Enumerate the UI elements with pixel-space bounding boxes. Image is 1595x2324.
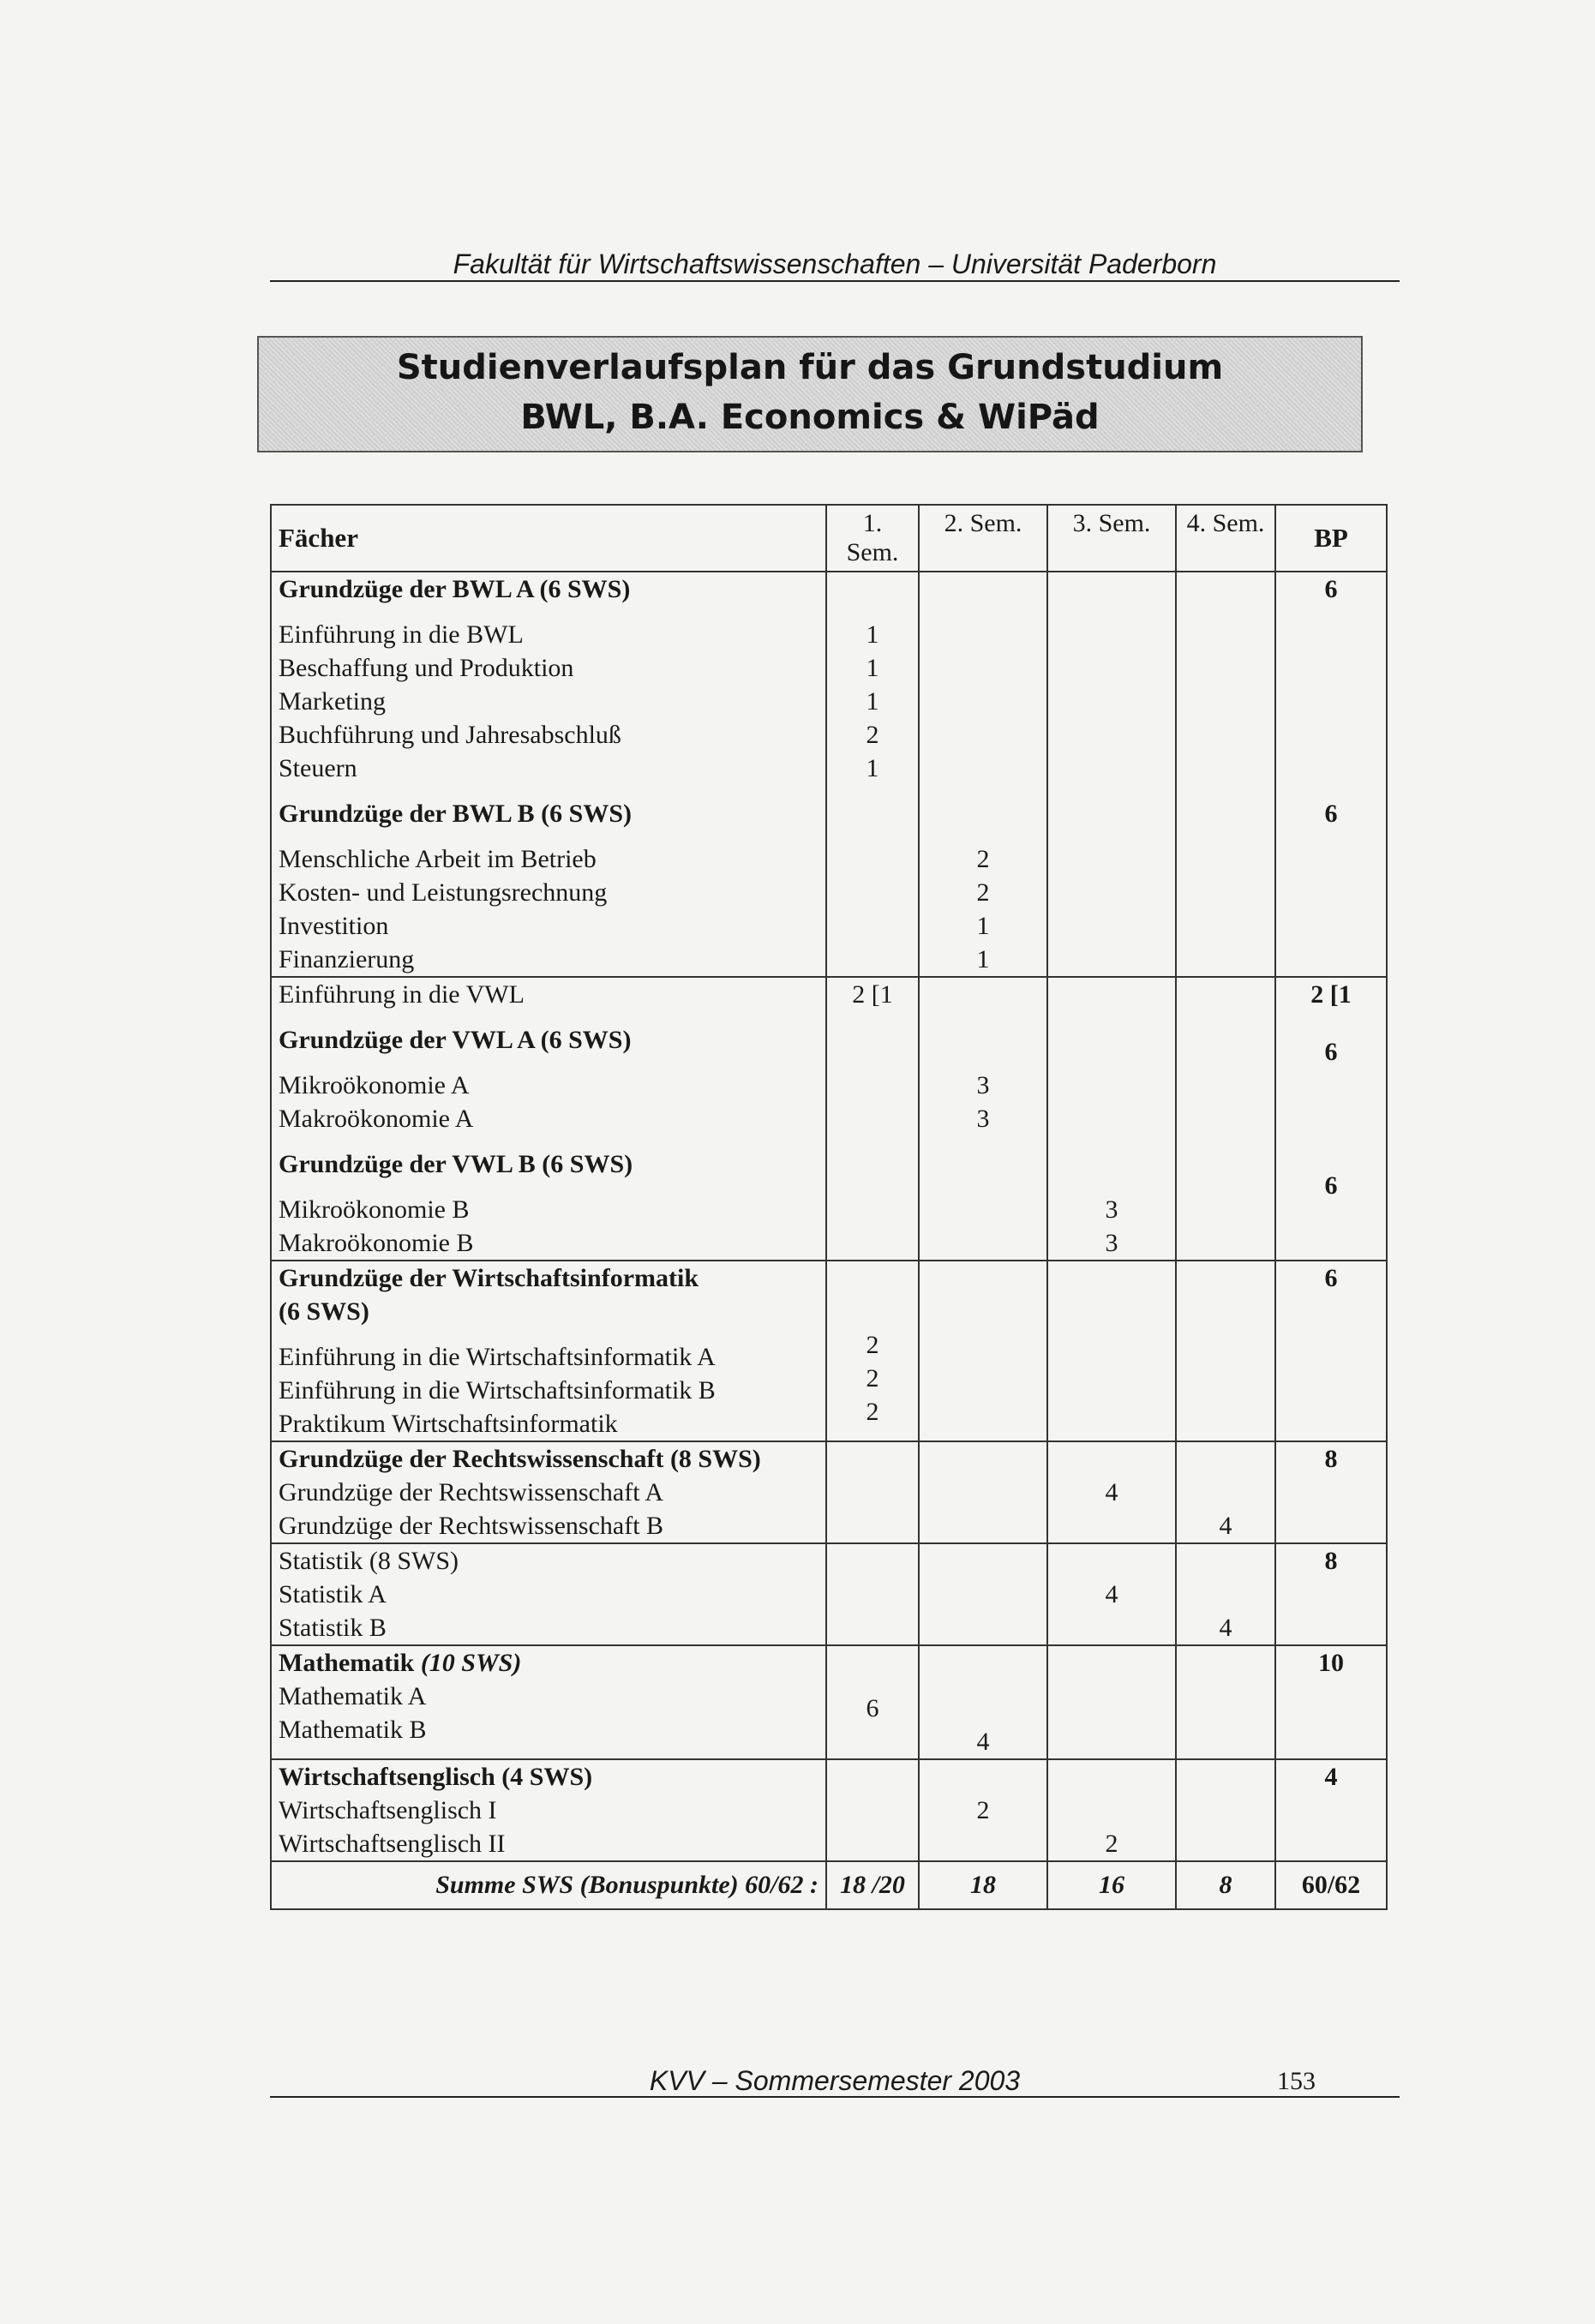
block-englisch [271, 1759, 1387, 1861]
col-bp: BP [1275, 505, 1387, 572]
sem2-cell [919, 1645, 1047, 1759]
block-subjects [271, 1543, 826, 1645]
block-heading: Grundzüge der BWL A (6 SWS) [279, 575, 631, 603]
sws-value: 2 [866, 1398, 879, 1426]
bp-cell [1275, 572, 1387, 977]
sws-value: 3 [1105, 1195, 1118, 1224]
list-item: Kosten- und Leistungsrechnung [279, 878, 608, 907]
sem2-cell [919, 977, 1047, 1261]
list-item: Statistik A [279, 1580, 387, 1608]
block-subjects [271, 1261, 826, 1441]
list-item: Grundzüge der Rechtswissenschaft B [279, 1512, 664, 1540]
col-sem2: 2. Sem. [919, 505, 1047, 572]
header-rule [270, 280, 1400, 282]
block-heading: (6 SWS) [279, 1297, 369, 1326]
col-sem1: 1. Sem. [826, 505, 919, 572]
block-heading: Wirtschaftsenglisch (4 SWS) [279, 1763, 593, 1791]
list-item: Marketing [279, 687, 386, 716]
sum-bp: 60/62 [1275, 1861, 1387, 1909]
bp-value: 10 [1318, 1649, 1344, 1677]
bp-cell [1275, 1645, 1387, 1759]
sem4-cell [1176, 1759, 1275, 1861]
bp-value: 2 [1 [1310, 980, 1352, 1009]
sem1-cell [826, 1645, 919, 1759]
bp-cell [1275, 1441, 1387, 1543]
sem2-cell [919, 572, 1047, 977]
sws-value: 1 [866, 654, 879, 682]
sem4-cell [1176, 572, 1275, 977]
sws-value: 2 [976, 1796, 990, 1824]
sws-value: 1 [976, 912, 990, 940]
header-row [271, 505, 1387, 572]
block-subjects [271, 572, 826, 977]
sem3-cell [1047, 1441, 1176, 1543]
sws-value: 2 [1 [852, 980, 893, 1009]
sem1-cell [826, 977, 919, 1261]
curriculum-table [270, 504, 1388, 1910]
sws-value: 1 [866, 687, 879, 716]
page-header: Fakultät für Wirtschaftswissenschaften – Universität Paderborn [453, 249, 1217, 279]
sum-sem3: 16 [1047, 1861, 1176, 1909]
block-wi [271, 1261, 1387, 1441]
sws-value: 2 [1105, 1830, 1118, 1858]
list-item: Einführung in die Wirtschaftsinformatik A [279, 1343, 716, 1371]
list-item: Mikroökonomie B [279, 1195, 470, 1224]
list-item: Mikroökonomie A [279, 1071, 470, 1099]
sws-value: 1 [976, 945, 990, 973]
list-item: Praktikum Wirtschaftsinformatik [279, 1410, 618, 1438]
block-subjects [271, 1441, 826, 1543]
title-box [257, 336, 1363, 452]
list-item: Makroökonomie B [279, 1229, 474, 1257]
sws-value: 1 [866, 754, 879, 782]
bp-value: 8 [1324, 1547, 1338, 1575]
bp-value: 6 [1324, 1038, 1338, 1066]
list-item: Einführung in die VWL [279, 980, 525, 1009]
sem3-cell [1047, 1645, 1176, 1759]
sum-sem4: 8 [1176, 1861, 1275, 1909]
list-item: Mathematik A [279, 1682, 427, 1710]
bp-value: 6 [1324, 800, 1338, 828]
bp-cell [1275, 977, 1387, 1261]
sws-value: 6 [866, 1694, 879, 1722]
col-subjects: Fächer [271, 505, 826, 572]
list-item: Einführung in die BWL [279, 620, 524, 649]
block-heading: Grundzüge der Rechtswissenschaft (8 SWS) [279, 1445, 761, 1473]
block-heading: Grundzüge der Wirtschaftsinformatik [279, 1264, 699, 1292]
block-heading: Grundzüge der BWL B (6 SWS) [279, 800, 633, 828]
sws-value: 1 [866, 620, 879, 649]
block-heading-sws: (10 SWS) [420, 1649, 522, 1677]
list-item: Einführung in die Wirtschaftsinformatik B [279, 1376, 716, 1405]
sws-value: 2 [976, 845, 990, 873]
sem4-cell [1176, 1645, 1275, 1759]
list-item: Investition [279, 912, 389, 940]
title-line-2: BWL, B.A. Economics & WiPäd [520, 398, 1100, 437]
sws-value: 4 [976, 1728, 990, 1756]
sws-value: 2 [866, 721, 879, 749]
sem1-cell [826, 1543, 919, 1645]
title-line-1: Studienverlaufsplan für das Grundstudium [396, 348, 1224, 387]
list-item: Mathematik B [279, 1716, 427, 1744]
sws-value: 2 [976, 878, 990, 907]
sum-row [271, 1861, 1387, 1909]
sem4-cell [1176, 1543, 1275, 1645]
sem3-cell [1047, 1261, 1176, 1441]
block-mathematik [271, 1645, 1387, 1759]
block-subjects [271, 1645, 826, 1759]
list-item: Finanzierung [279, 945, 415, 973]
sem2-cell [919, 1261, 1047, 1441]
list-item: Steuern [279, 754, 357, 782]
block-subjects [271, 977, 826, 1261]
sum-label: Summe SWS (Bonuspunkte) 60/62 : [271, 1861, 826, 1909]
sem1-cell [826, 1441, 919, 1543]
sws-value: 4 [1219, 1614, 1232, 1642]
footer-rule [270, 2096, 1400, 2098]
block-heading: Statistik (8 SWS) [279, 1547, 459, 1575]
block-vwl [271, 977, 1387, 1261]
bp-value: 4 [1324, 1763, 1338, 1791]
sem1-cell [826, 1759, 919, 1861]
block-heading: Grundzüge der VWL B (6 SWS) [279, 1150, 633, 1178]
block-recht [271, 1441, 1387, 1543]
sws-value: 4 [1219, 1512, 1232, 1540]
sem3-cell [1047, 977, 1176, 1261]
bp-value: 6 [1324, 1264, 1338, 1292]
bp-cell [1275, 1759, 1387, 1861]
sem1-cell [826, 1261, 919, 1441]
bp-value: 6 [1324, 575, 1338, 603]
col-sem3: 3. Sem. [1047, 505, 1176, 572]
sws-value: 4 [1105, 1478, 1118, 1506]
bp-cell [1275, 1261, 1387, 1441]
sem3-cell [1047, 1759, 1176, 1861]
bp-value: 8 [1324, 1445, 1338, 1473]
page-footer: KVV – Sommersemester 2003 [649, 2065, 1021, 2096]
sum-sem1: 18 /20 [826, 1861, 919, 1909]
sem2-cell [919, 1543, 1047, 1645]
page-number: 153 [1277, 2067, 1316, 2095]
block-statistik [271, 1543, 1387, 1645]
list-item: Wirtschaftsenglisch I [279, 1796, 497, 1824]
block-subjects [271, 1759, 826, 1861]
list-item: Buchführung und Jahresabschluß [279, 721, 621, 749]
sem2-cell [919, 1759, 1047, 1861]
list-item: Grundzüge der Rechtswissenschaft A [279, 1478, 664, 1506]
sem2-cell [919, 1441, 1047, 1543]
sum-sem2: 18 [919, 1861, 1047, 1909]
sem4-cell [1176, 977, 1275, 1261]
list-item: Beschaffung und Produktion [279, 654, 574, 682]
sws-value: 4 [1105, 1580, 1118, 1608]
bp-cell [1275, 1543, 1387, 1645]
sem4-cell [1176, 1441, 1275, 1543]
list-item: Menschliche Arbeit im Betrieb [279, 845, 597, 873]
sws-value: 2 [866, 1364, 879, 1393]
block-bwl [271, 572, 1387, 977]
sem1-cell [826, 572, 919, 977]
sws-value: 3 [1105, 1229, 1118, 1257]
block-heading: Grundzüge der VWL A (6 SWS) [279, 1026, 632, 1054]
sws-value: 2 [866, 1331, 879, 1359]
list-item: Makroökonomie A [279, 1105, 474, 1133]
sem3-cell [1047, 1543, 1176, 1645]
bp-value: 6 [1324, 1171, 1338, 1200]
sem4-cell [1176, 1261, 1275, 1441]
sws-value: 3 [976, 1071, 990, 1099]
list-item: Statistik B [279, 1614, 387, 1642]
list-item: Wirtschaftsenglisch II [279, 1830, 506, 1858]
sws-value: 3 [976, 1105, 990, 1133]
col-sem4: 4. Sem. [1176, 505, 1275, 572]
sem3-cell [1047, 572, 1176, 977]
block-heading: Mathematik [279, 1649, 415, 1677]
